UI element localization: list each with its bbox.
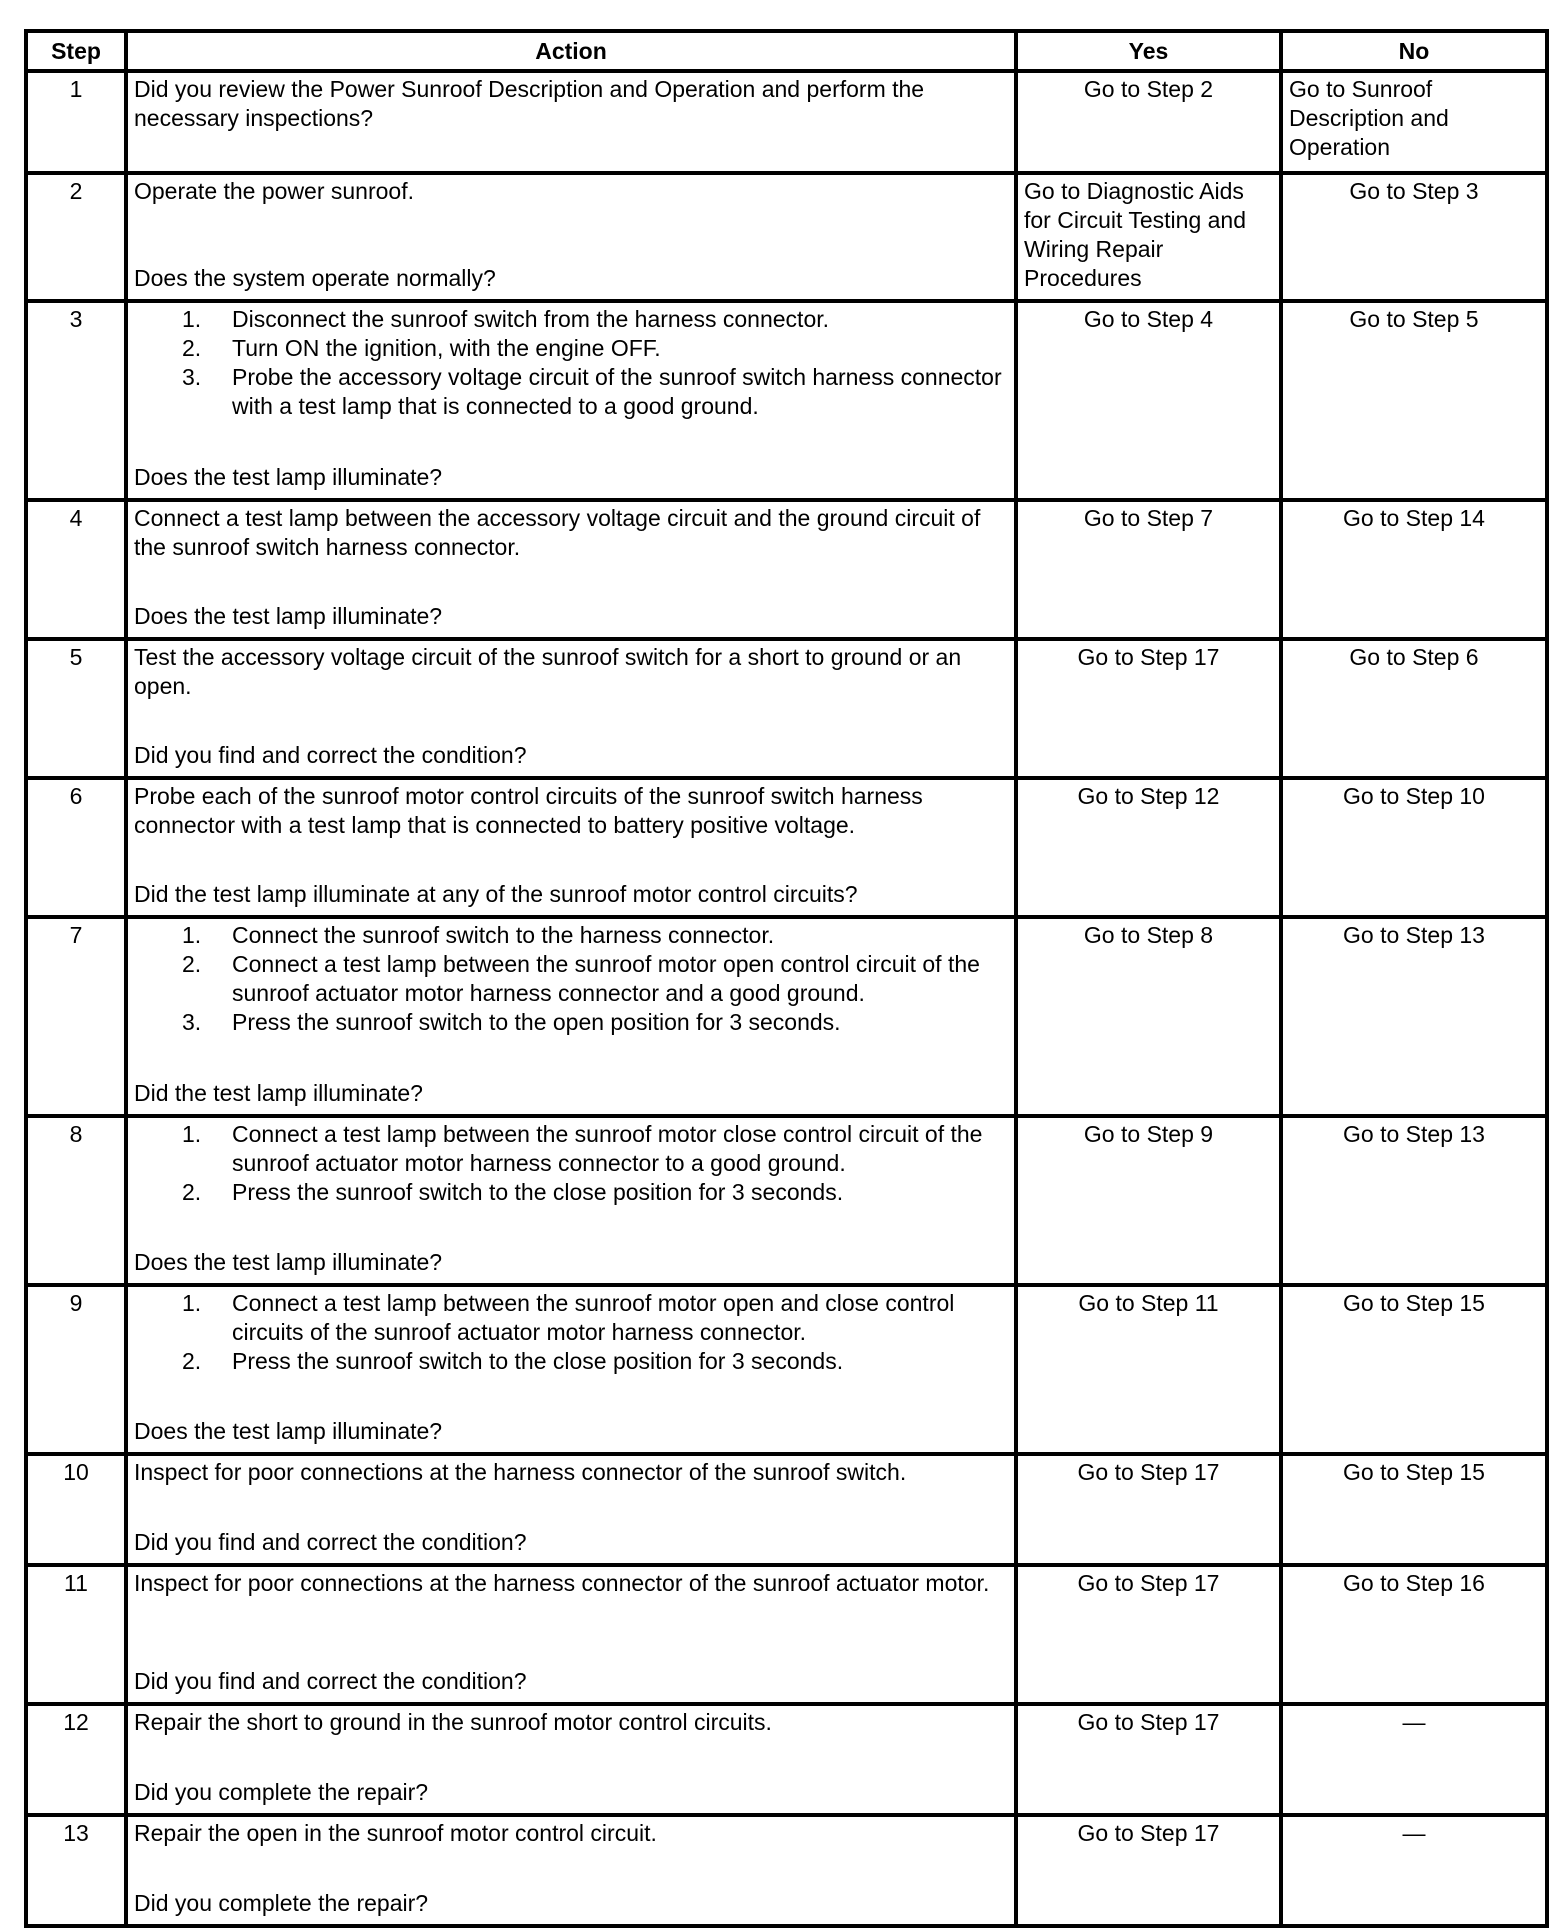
yes-result: Go to Step 17 [1016,639,1281,778]
step-number: 3 [26,301,126,500]
no-result: Go to Step 6 [1281,639,1547,778]
no-result: — [1281,1704,1547,1815]
step-item-text: Connect the sunroof switch to the harness connector. [232,922,775,948]
step-item-number: 2. [182,1179,202,1205]
step-number: 11 [26,1565,126,1704]
no-result: Go to Step 13 [1281,917,1547,1116]
action-cell [126,71,1016,173]
yes-result: Go to Step 11 [1016,1285,1281,1454]
step-item-number: 2. [182,1348,202,1374]
action-content [134,643,1008,770]
action-text: Probe each of the sunroof motor control circuits of the sunroof switch harness connector with a test lamp that is connected to battery positive voltage. [134,783,923,838]
yes-result: Go to Step 2 [1016,71,1281,173]
step-number: 12 [26,1704,126,1815]
step-number: 8 [26,1116,126,1285]
action-cell [126,500,1016,639]
step-item-number: 2. [182,951,202,977]
yes-result: Go to Diagnostic Aids for Circuit Testing and Wiring Repair Procedures [1016,173,1281,301]
yes-result: Go to Step 17 [1016,1704,1281,1815]
diagnostic-table [24,29,1549,1928]
yes-result: Go to Step 4 [1016,301,1281,500]
step-number: 9 [26,1285,126,1454]
action-question: Did you find and correct the condition? [134,1529,527,1555]
action-text: Operate the power sunroof. [134,178,414,204]
step-item-text: Connect a test lamp between the sunroof motor open control circuit of the sunroof actuator motor harness connector and a good ground. [232,951,980,1006]
action-content [134,75,1008,165]
action-question: Does the test lamp illuminate? [134,464,443,490]
action-step-item [182,1120,1008,1178]
table-row [26,1704,1547,1815]
table-row [26,1454,1547,1565]
action-content [134,504,1008,631]
step-item-text: Press the sunroof switch to the open position for 3 seconds. [232,1009,841,1035]
action-text: Test the accessory voltage circuit of the sunroof switch for a short to ground or an open. [134,644,962,699]
action-question: Does the test lamp illuminate? [134,1418,443,1444]
action-step-item [182,1289,1008,1347]
action-question: Did you find and correct the condition? [134,1668,527,1694]
table-row [26,71,1547,173]
action-cell [126,173,1016,301]
no-result: Go to Step 3 [1281,173,1547,301]
action-cell [126,1815,1016,1926]
action-question: Did the test lamp illuminate? [134,1080,423,1106]
action-cell [126,1285,1016,1454]
header-step: Step [26,31,126,71]
header-action: Action [126,31,1016,71]
step-item-number: 3. [182,364,202,390]
action-steps-list [134,921,1008,1037]
action-steps-list [134,1289,1008,1376]
step-number: 7 [26,917,126,1116]
step-number: 4 [26,500,126,639]
table-row [26,1116,1547,1285]
action-text: Connect a test lamp between the accessory voltage circuit and the ground circuit of the sunroof switch harness connector. [134,505,981,560]
yes-result: Go to Step 9 [1016,1116,1281,1285]
action-content [134,1708,1008,1807]
action-content [134,1819,1008,1918]
action-cell [126,639,1016,778]
action-text: Inspect for poor connections at the harness connector of the sunroof switch. [134,1459,907,1485]
action-cell [126,301,1016,500]
action-steps-list [134,305,1008,421]
action-question: Did you find and correct the condition? [134,742,527,768]
no-result: Go to Step 10 [1281,778,1547,917]
action-cell [126,1565,1016,1704]
action-step-item [182,921,1008,950]
step-item-number: 2. [182,335,202,361]
action-cell [126,1454,1016,1565]
action-step-item [182,1178,1008,1207]
table-body [26,71,1547,1926]
action-question: Does the test lamp illuminate? [134,603,443,629]
action-question: Did you complete the repair? [134,1779,429,1805]
action-cell [126,917,1016,1116]
step-item-number: 1. [182,922,202,948]
step-item-number: 1. [182,1290,202,1316]
no-result: Go to Step 15 [1281,1285,1547,1454]
action-content [134,921,1008,1108]
table-row [26,1815,1547,1926]
table-row [26,173,1547,301]
action-content [134,1120,1008,1277]
header-no: No [1281,31,1547,71]
action-question: Does the system operate normally? [134,265,496,291]
step-number: 10 [26,1454,126,1565]
step-item-text: Connect a test lamp between the sunroof motor close control circuit of the sunroof actuator motor harness connector to a good ground. [232,1121,983,1176]
action-text: Did you review the Power Sunroof Description and Operation and perform the necessary inspections? [134,76,925,131]
action-step-item [182,363,1008,421]
step-item-text: Disconnect the sunroof switch from the harness connector. [232,306,830,332]
step-number: 5 [26,639,126,778]
action-cell [126,778,1016,917]
action-step-item [182,950,1008,1008]
step-number: 6 [26,778,126,917]
table-row [26,1565,1547,1704]
action-step-item [182,1008,1008,1037]
yes-result: Go to Step 17 [1016,1454,1281,1565]
yes-result: Go to Step 17 [1016,1565,1281,1704]
no-result: Go to Step 5 [1281,301,1547,500]
step-item-text: Press the sunroof switch to the close position for 3 seconds. [232,1179,844,1205]
yes-result: Go to Step 7 [1016,500,1281,639]
table-row [26,778,1547,917]
no-result: Go to Step 14 [1281,500,1547,639]
action-step-item [182,334,1008,363]
action-step-item [182,1347,1008,1376]
table-row [26,500,1547,639]
action-content [134,177,1008,293]
action-cell [126,1116,1016,1285]
action-question: Did you complete the repair? [134,1890,429,1916]
table-row [26,1285,1547,1454]
no-result: Go to Sunroof Description and Operation [1281,71,1547,173]
step-item-number: 3. [182,1009,202,1035]
table-row [26,639,1547,778]
step-item-text: Press the sunroof switch to the close position for 3 seconds. [232,1348,844,1374]
action-question: Did the test lamp illuminate at any of the sunroof motor control circuits? [134,881,858,907]
action-cell [126,1704,1016,1815]
step-number: 13 [26,1815,126,1926]
action-content [134,1289,1008,1446]
yes-result: Go to Step 12 [1016,778,1281,917]
step-item-text: Probe the accessory voltage circuit of the sunroof switch harness connector with a test lamp that is connected to a good ground. [232,364,1002,419]
action-content [134,305,1008,492]
yes-result: Go to Step 8 [1016,917,1281,1116]
action-content [134,782,1008,909]
action-text: Repair the short to ground in the sunroof motor control circuits. [134,1709,772,1735]
table-row [26,301,1547,500]
action-content [134,1458,1008,1557]
header-yes: Yes [1016,31,1281,71]
step-item-number: 1. [182,306,202,332]
header-row [26,31,1547,71]
action-step-item [182,305,1008,334]
action-text: Repair the open in the sunroof motor control circuit. [134,1820,657,1846]
table-row [26,917,1547,1116]
action-question: Does the test lamp illuminate? [134,1249,443,1275]
no-result: Go to Step 13 [1281,1116,1547,1285]
step-number: 2 [26,173,126,301]
no-result: — [1281,1815,1547,1926]
no-result: Go to Step 15 [1281,1454,1547,1565]
action-steps-list [134,1120,1008,1207]
step-item-text: Turn ON the ignition, with the engine OFF. [232,335,661,361]
yes-result: Go to Step 17 [1016,1815,1281,1926]
step-number: 1 [26,71,126,173]
action-content [134,1569,1008,1696]
step-item-text: Connect a test lamp between the sunroof motor open and close control circuits of the sunroof actuator motor harness connector. [232,1290,955,1345]
action-text: Inspect for poor connections at the harness connector of the sunroof actuator motor. [134,1570,990,1596]
no-result: Go to Step 16 [1281,1565,1547,1704]
step-item-number: 1. [182,1121,202,1147]
